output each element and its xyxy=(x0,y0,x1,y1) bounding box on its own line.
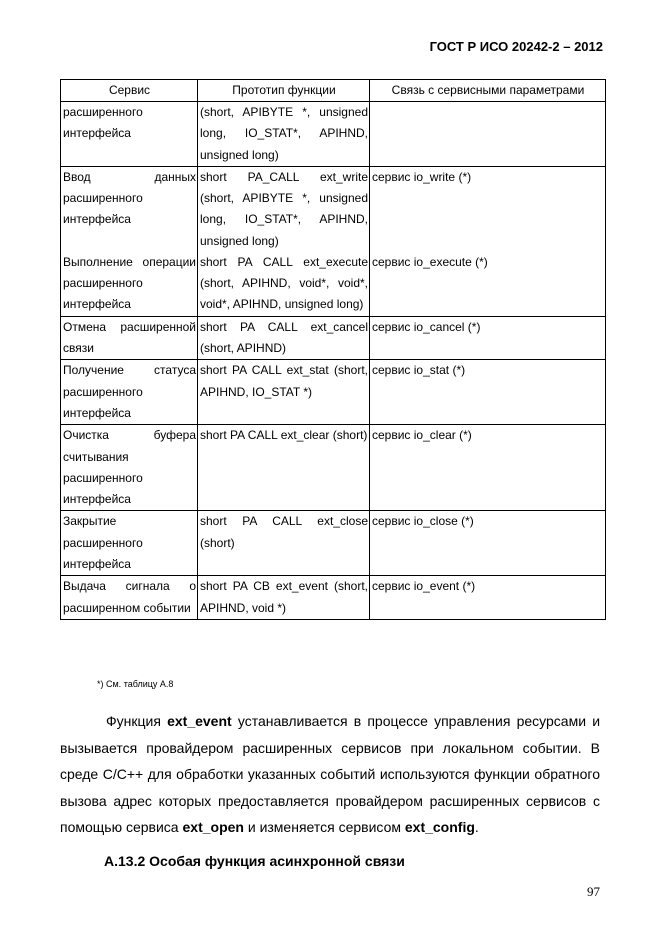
column-header-service: Сервис xyxy=(61,80,198,102)
service-text-2: Выполнение операции расширенного интерфейса xyxy=(63,254,196,312)
section-subheading: А.13.2 Особая функция асинхронной связи xyxy=(104,853,405,869)
table-row xyxy=(61,360,606,425)
function-name-ext-config: ext_config xyxy=(404,819,475,835)
service-cell: Получение статуса расширенного интерфейса xyxy=(61,360,198,425)
body-paragraph xyxy=(60,708,600,841)
function-name-ext-event: ext_event xyxy=(167,713,232,729)
prototype-cell: short PA CALL ext_stat (short, APIHND, IO_STAT *) xyxy=(198,360,370,425)
relation-cell xyxy=(370,166,606,316)
table-row xyxy=(61,511,606,576)
table-row xyxy=(61,166,606,316)
prototype-text: short PA_CALL ext_write (short, APIBYTE *, unsigned long, IO_STAT*, APIHND, unsigned long) xyxy=(200,169,368,248)
relation-cell: сервис io_cancel (*) xyxy=(370,316,606,360)
service-cell xyxy=(61,166,198,316)
prototype-cell xyxy=(198,166,370,316)
relation-cell: сервис io_event (*) xyxy=(370,576,606,620)
relation-cell: сервис io_close (*) xyxy=(370,511,606,576)
paragraph-text: устанавливается в процессе управления ресурсами и вызывается провайдером расширенных сервисов при локальном событии. В среде С/С++ для обработки указанных событий используются функции обратного вызова адрес которых предоставляется провайдером расширенных сервисов с помощью сервиса xyxy=(60,713,601,835)
service-cell: расширенного интерфейса xyxy=(61,102,198,167)
table-row xyxy=(61,316,606,360)
prototype-cell: short PA CALL ext_close (short) xyxy=(198,511,370,576)
service-cell: Очистка буфера считывания расширенного интерфейса xyxy=(61,425,198,511)
service-cell: Отмена расширенной связи xyxy=(61,316,198,360)
relation-cell: сервис io_stat (*) xyxy=(370,360,606,425)
function-name-ext-open: ext_open xyxy=(182,819,244,835)
services-table xyxy=(60,79,606,620)
relation-cell: сервис io_clear (*) xyxy=(370,425,606,511)
table-row xyxy=(61,576,606,620)
relation-text-2: сервис io_execute (*) xyxy=(372,254,488,269)
prototype-cell: short PA CB ext_event (short, APIHND, void *) xyxy=(198,576,370,620)
table-footnote: *) См. таблицу А.8 xyxy=(97,679,174,689)
page-number: 97 xyxy=(587,884,600,899)
column-header-relation: Связь с сервисными параметрами xyxy=(370,80,606,102)
paragraph-text: и изменяется сервисом xyxy=(243,819,405,835)
paragraph-text: . xyxy=(474,819,479,835)
relation-text: сервис io_write (*) xyxy=(372,169,472,184)
service-text: Ввод данных расширенного интерфейса xyxy=(63,169,196,227)
table-header-row xyxy=(61,80,606,102)
document-header: ГОСТ Р ИСО 20242-2 – 2012 xyxy=(429,39,603,54)
paragraph-text: Функция xyxy=(106,713,168,729)
service-cell: Закрытие расширенного интерфейса xyxy=(61,511,198,576)
service-cell: Выдача сигнала о расширенном событии xyxy=(61,576,198,620)
prototype-text-2: short PA CALL ext_execute (short, APIHND, void*, void*, void*, APIHND, unsigned long) xyxy=(200,254,368,312)
column-header-prototype: Прототип функции xyxy=(198,80,370,102)
table-row xyxy=(61,425,606,511)
relation-cell xyxy=(370,102,606,167)
prototype-cell: (short, APIBYTE *, unsigned long, IO_STAT*, APIHND, unsigned long) xyxy=(198,102,370,167)
prototype-cell: short PA CALL ext_clear (short) xyxy=(198,425,370,511)
prototype-cell: short PA CALL ext_cancel (short, APIHND) xyxy=(198,316,370,360)
table-row xyxy=(61,102,606,167)
